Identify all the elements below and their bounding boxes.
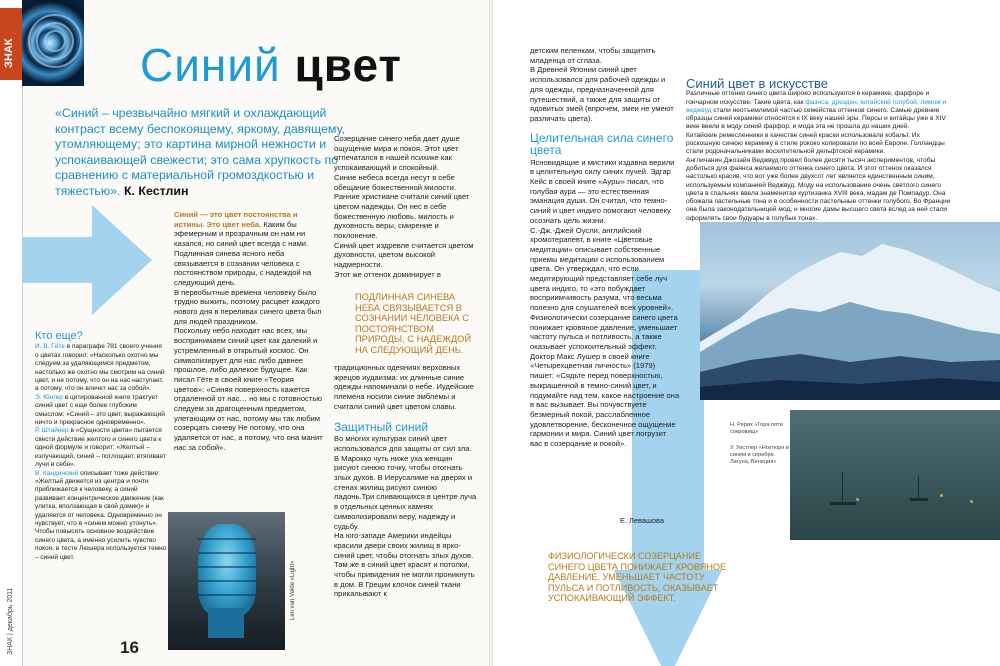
quote-text: «Синий – чрезвычайно мягкий и охлаждающий контраст всему беспокоящему, яркому, давящему, утомляющему; это картина мирной нежности и успокаивающей свежести; это сама хрупкость по сравнению с материальной громоздкостью и тяжестью». (55, 106, 345, 198)
sidebar-entry: Р. Штайнер в «Сущности цвета» пытается свести действие желтого и синего цвета к одной формуле и говорит: «Желтый – излучающий, синий – поглощает, втягивает лучи в себя». (35, 427, 166, 469)
body-paragraph: Поскольку небо находит нас всех, мы воспринимаем синий цвет как далекий и устремленный в открытый космос. Он символизирует для нас либо давнее прошлое, либо далекое будущее. Как писал Гёте в своей книге «Теория цветов»: «Синяя поверхность кажется отдаленной от нас… но мы с готовностью следуем за драгоценным предметом, улетающим от нас, потому мы так любим созерцать синеву Не потому, что она удаляется от нас, а потому, что она манит нас за собой». (174, 326, 323, 452)
body-paragraph: С.-Дж.-Джей Оусли, английский хромотерапевт, в книге «Цветовые медитации» описывает собственные приемы медитации с использованием цвета. Он утверждал, что если медитирующий представляет себе луч цвета индиго, то «это побуждает восприимчивость разума, что весьма полезно для слушателей всех уровней». (530, 225, 674, 313)
body-paragraph: Ясновидящие и мистики издавна верили в целительную силу синих лучей. Эдгар Кейс в своей книге «Ауры» писал, что голубая аура — это естественная эманация души. Он считал, что темно-синий и цвет индиго помогают человеку осознать цель жизни. (530, 157, 675, 225)
sidebar-entry: Чтобы повысить основное воздействие синего цвета, а именно усилить чувство покоя, в тесте Люшера используется темно – синий цвет. (35, 528, 167, 561)
sidebar-entry: Э. Юнгер в цитированной книге трактует синий цвет с еще более глубоким смыслом: «Синий – это цвет, выражающий ничто и прекрасное одновременно». (35, 393, 165, 427)
body-paragraph: В Древней Японии синий цвет использовался для рабочей одежды и для одежды, предназначенной для путешествий, а также для защиты от ядовитых змей (впрочем, змеи не умеют различать цвета). (530, 65, 674, 123)
section-tab-label: ЗНАК (3, 38, 15, 68)
body-paragraph: На юго-западе Америки индейцы красили двери своих жилищ в ярко-синий цвет, чтобы отогнать злых духов. Там же в синий цвет красят и потолки, чтобы привидения не могли проникнуть в дом. В Греции клочок синей ткани прикалывают к (334, 531, 475, 599)
sidebar-entry: В. Кандинский описывает тоже действие: «Желтый движется из центра и почти приближается к человеку, а синий развивает концентрическое движение (как улитка, вползающая в свой домик)» и удаляется от человека. Одновременно он чувствует, что в «синем можно утонуть». (35, 469, 164, 527)
pull-quote-right: ФИЗИОЛОГИЧЕСКИ СОЗЕРЦАНИЕ СИНЕГО ЦВЕТА ПОНИЖАЕТ КРОВЯНОЕ ДАВЛЕНИЕ, УМЕНЬШАЕТ ЧАСТОТУ ПУЛЬСА И ПОТЛИВОСТЬ, ОКАЗЫВАЕТ УСПОКАИВАЮЩИЙ ЭФФЕКТ. (548, 551, 727, 604)
body-paragraph: детским пеленкам, чтобы защитить младенца от сглаза. (530, 46, 656, 65)
caption-whistler: У. Уистлер «Ноктюрн в синем и серебре. Лагуна, Венеция» (730, 445, 789, 465)
caption-roerich: Н. Рерих «Гора пяти сокровищ» (730, 422, 783, 435)
subheading-healing-power: Целительная сила синего цвета (530, 130, 674, 157)
left-page (0, 0, 491, 666)
sculpture-caption: Len van Velde «Light» (290, 560, 296, 620)
sidebar-entry: И. В. Гёте в параграфе 781 своего учения о цветах говорил: «Насколько охотно мы следуем за удаляющимся предметом, настолько же охотно мы смотрим на синий цвет, и не потому, что он на нас наступает, а потому, что он влечет нас за собой». (35, 343, 165, 393)
title-word-black: цвет (294, 39, 402, 91)
article-column-1 (174, 210, 324, 453)
whistler-nocturne-painting (790, 410, 1000, 540)
roerich-mountain-painting (700, 222, 1000, 400)
subheading-blue-in-art: Синий цвет в искусстве (686, 76, 828, 91)
section-tab (0, 8, 22, 80)
body-paragraph: традиционных одеяниях верховных жрецов иудаизма: их длинные синие одежды напоминали о небе. Иудейские племена носили синие эмблемы и считали синий цвет цветом славы. (334, 363, 474, 411)
art-paragraph: Различные оттенки синего цвета широко используются в керамике, фарфоре и гончарном искусстве. Такие цвета, как фазнса, дрезден, китайский голубой, лимож и веджвуд стали неотъемлемой частью семейства оттенков синего. Самые древние образцы синей керамики относятся к IX веку нашей эры. Персы и китайцы уже в XIV веке ввели в моду синий фарфор, и мода эта не прошла до наших дней. (686, 90, 947, 131)
article-column-2-continued (334, 363, 478, 599)
author-signature: Е. Левашова (620, 516, 664, 525)
article-column-3 (530, 46, 680, 449)
lead-paragraph: Синий — это цвет постоянства и истины. Это цвет неба. Каким бы эфемерным и прозрачным он нам ни казался, но синий цвет всегда с нами. Подлинная синева ясного неба связывается в сознании человека с постоянством природы, с надеждой на следующий день. (174, 210, 312, 287)
blue-arrow-graphic (22, 205, 152, 315)
body-paragraph: В первобытные времена человеку было трудно выжить, поэтому расцвет каждого нового дня в переливах синего цвета был для людей праздником. (174, 287, 322, 326)
body-paragraph: Созерцание синего неба дает душе ощущение мира и покоя. Этот цвет отпечатался в нашей психике как успокаивающий и спокойный. (334, 134, 460, 173)
pull-quote-left: ПОДЛИННАЯ СИНЕВА НЕБА СВЯЗЫВАЕТСЯ В СОЗНАНИИ ЧЕЛОВЕКА С ПОСТОЯНСТВОМ ПРИРОДЫ, С НАДЕЖДОЙ НА СЛЕДУЮЩИЙ ДЕНЬ. (355, 292, 472, 355)
highlighted-terms: фазнса, дрезден, китайский голубой, лимож и веджвуд (686, 98, 947, 114)
body-paragraph: Этот же оттенок доминирует в (334, 269, 441, 279)
body-paragraph: Во многих культурах синий цвет использовался для защиты от сил зла. В Марокко чуть ниже уха женщин рисуют синюю точку, чтобы отогнать злых духов. В Иерусалиме на дверях и стенах жилищ рисуют синюю ладонь.Три сливающихся в центре луча в отдельных ценных камнях символизировали веру, надежду и судьбу. (334, 434, 477, 531)
quote-author: К. Кестлин (123, 183, 189, 198)
subheading-protective-blue: Защитный синий (334, 419, 429, 434)
body-paragraph: Синие небеса всегда несут в себе обещание божественной милости. Ранние христиане считали синий цвет цветом надежды. Он нес в себе божественную любовь, милость и духовность веры, смирение и поклонение. (334, 172, 470, 241)
title-word-blue: Синий (140, 39, 281, 91)
sidebar-heading: Кто еще? (35, 330, 83, 342)
page-number-left: 16 (120, 638, 139, 657)
spine-strip (0, 0, 23, 666)
art-paragraph: Китайские ремесленники в качестве синей краски использовали кобальт. Их роскошную синюю керамику в стиле рококо копировали по всей Европе. Голландцы стали родоначальниками восхитительной дельфтской керамики. (686, 131, 945, 156)
article-column-2 (334, 134, 478, 280)
body-paragraph: Доктор Макс Лушер в своей книге «Четырехцветная личность» (1979) пишет: «Сядьте перед поверхностью, выкрашенной в темно-синий цвет, и подумайте над тем, какое настроение она в вас вызывает. Вы почувствуете безмерный покой, расслабленное удовлетворение, бесконечное ощущение гармонии и мира. Синий цвет погрузит вас в созерцание и покой». (530, 351, 680, 449)
sculpture-photo (168, 512, 285, 650)
spread-gutter (489, 0, 493, 666)
issue-credit: ЗНАК | декабрь 2011 (7, 587, 14, 655)
sidebar-who-else (35, 332, 167, 562)
epigraph-quote (55, 106, 355, 200)
body-paragraph: Синий цвет издревле считается цветом духовности, цветом высокой надмерности. (334, 240, 474, 270)
page-title (140, 38, 402, 92)
art-paragraph: Англичанин Джозайя Веджвуд провел более десяти тысяч экспериментов, чтобы добиться для фаянса желаемого оттенка синего цвета. И этот оттенок оказался настолько красив, что вот уже более двухсот лет является единственным синим, используемым компанией Веджвуд. Моду на использование очень светлого синего цвета в спальнях ввела знаменитая куртизанка XVIII века, мадам де Помпадур. Она обожала пастельные тона и в особенности пастельные оттенки голубого. Во Франции она была законодательницей мод, и многие дамы высшего света вслед за ней стали оформлять свои будуары в голубых тонах. (686, 156, 951, 222)
body-paragraph: Физиологически созерцание синего цвета понижает кровяное давление, уменьшает частоту пульса и потливость, а также оказывает успокоительный эффект. (530, 312, 678, 351)
spiral-staircase-photo (22, 0, 84, 86)
art-section (686, 76, 956, 223)
